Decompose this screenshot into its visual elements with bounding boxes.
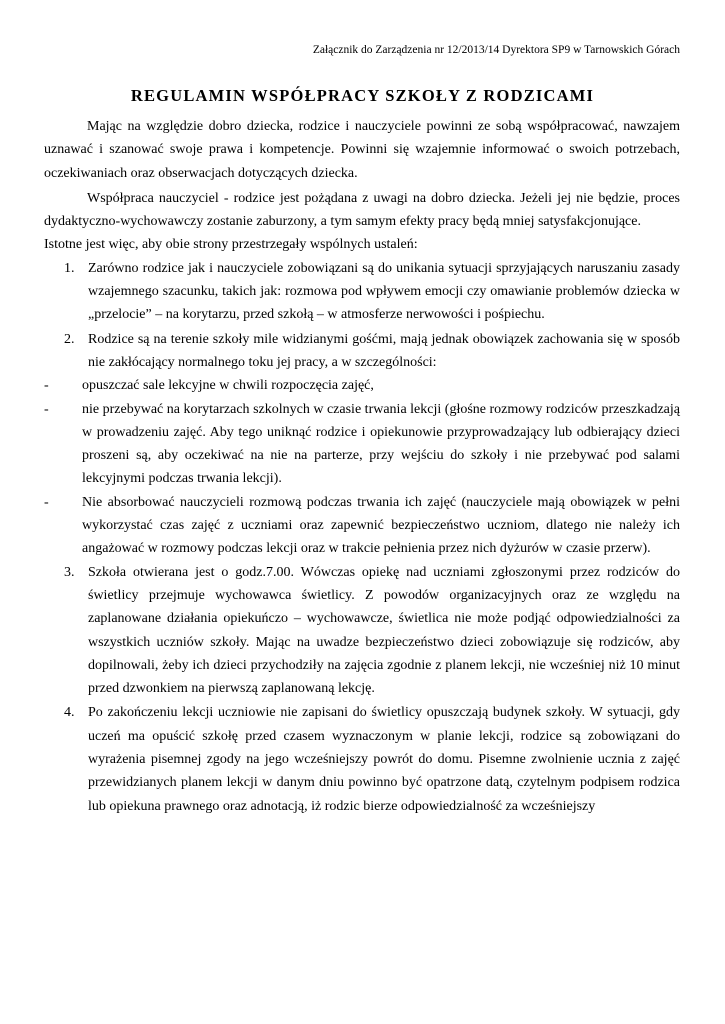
dash-item-3 bbox=[44, 491, 680, 561]
numbered-list-continued bbox=[44, 561, 680, 818]
document-body bbox=[44, 115, 680, 818]
dash-list bbox=[44, 374, 680, 560]
list-item-text: Szkoła otwierana jest o godz.7.00. Wówczas opiekę nad uczniami zgłoszonymi przez rodziców do świetlicy przejmuje wychowawca świetlicy. Z powodów organizacyjnych oraz ze względu na zaplanowane działania opiekuńczo – wychowawcze, świetlica nie może podjąć odpowiedzialności za wszystkich uczniów szkoły. Mając na uwadze bezpieczeństwo dzieci zobowiązuje się rodziców, aby dopilnowali, żeby ich dzieci przychodziły na zajęcia zgodnie z planem lekcji, nie wcześniej niż 10 minut przed dzwonkiem na pierwszą zaplanowaną lekcję. bbox=[88, 564, 680, 697]
dash-item-2 bbox=[44, 398, 680, 491]
list-item-2 bbox=[44, 328, 680, 375]
list-number: 3. bbox=[64, 564, 75, 580]
list-item-1 bbox=[44, 257, 680, 327]
list-number: 2. bbox=[64, 331, 75, 347]
list-number: 4. bbox=[64, 705, 75, 721]
dash-item-text: Nie absorbować nauczycieli rozmową podczas trwania ich zajęć (nauczyciele mają obowiązek w pełni wykorzystać czas zajęć z uczniami oraz zapewnić bezpieczeństwo uczniom, dlatego nie należy ich angażować w rozmowy podczas lekcji oraz w trakcie pełnienia przez nich dyżurów w czasie przerw). bbox=[82, 494, 680, 557]
dash-marker: - bbox=[44, 378, 49, 394]
list-item-4 bbox=[44, 701, 680, 817]
list-number: 1. bbox=[64, 260, 75, 276]
list-item-3 bbox=[44, 561, 680, 701]
list-item-text: Zarówno rodzice jak i nauczyciele zobowiązani są do unikania sytuacji sprzyjających naruszaniu zasady wzajemnego szacunku, takich jak: rozmowa pod wpływem emocji czy omawianie problemów dziecka w „przelocie” – na korytarzu, przed szkołą – w atmosferze nerwowości i pośpiechu. bbox=[88, 260, 680, 323]
dash-marker: - bbox=[44, 494, 49, 510]
paragraph-2: Współpraca nauczyciel - rodzice jest pożądana z uwagi na dobro dziecka. Jeżeli jej nie będzie, proces dydaktyczno-wychowawczy zostanie zaburzony, a tym samym efekty pracy będą mniej satysfakcjonujące. bbox=[44, 190, 680, 230]
list-item-text: Po zakończeniu lekcji uczniowie nie zapisani do świetlicy opuszczają budynek szkoły. W sytuacji, gdy uczeń ma opuścić szkołę przed czasem wyznaczonym w planie lekcji, rodzice są zobowiązani do wyrażenia pisemnej zgody na jego wcześniejszy powrót do domu. Pisemne zwolnienie ucznia z zajęć przewidzianych planem lekcji w danym dniu powinno być opatrzone datą, czytelnym podpisem rodzica lub opiekuna prawnego oraz adnotacją, iż rodzic bierze odpowiedzialność za wcześniejszy bbox=[88, 705, 680, 814]
paragraph-1: Mając na względzie dobro dziecka, rodzice i nauczyciele powinni ze sobą współpracować, nawzajem uznawać i szanować swoje prawa i kompetencje. Powinni się wzajemnie informować o swoich potrzebach, oczekiwaniach oraz obserwacjach dotyczących dziecka. bbox=[44, 119, 680, 181]
dash-marker: - bbox=[44, 401, 49, 417]
dash-item-text: opuszczać sale lekcyjne w chwili rozpoczęcia zajęć, bbox=[82, 378, 374, 394]
intro-line: Istotne jest więc, aby obie strony przestrzegały wspólnych ustaleń: bbox=[44, 237, 418, 253]
numbered-list bbox=[44, 257, 680, 374]
dash-item-1 bbox=[44, 374, 680, 397]
dash-item-text: nie przebywać na korytarzach szkolnych w czasie trwania lekcji (głośne rozmowy rodziców przeszkadzają w prowadzeniu zajęć. Aby tego uniknąć rodzice i opiekunowie przyprowadzający lub odbierający dzieci proszeni są, aby oczekiwać na nie na parterze, przy wejściu do szkoły i nie przebywać pod salami lekcyjnymi podczas trwania lekcji). bbox=[82, 401, 680, 487]
page-title: REGULAMIN WSPÓŁPRACY SZKOŁY Z RODZICAMI bbox=[130, 86, 595, 105]
header-note: Załącznik do Zarządzenia nr 12/2013/14 Dyrektora SP9 w Tarnowskich Górach bbox=[312, 44, 680, 56]
list-item-text: Rodzice są na terenie szkoły mile widzianymi gośćmi, mają jednak obowiązek zachowania się w sposób nie zakłócający normalnego toku jej pracy, a w szczególności: bbox=[88, 331, 680, 370]
